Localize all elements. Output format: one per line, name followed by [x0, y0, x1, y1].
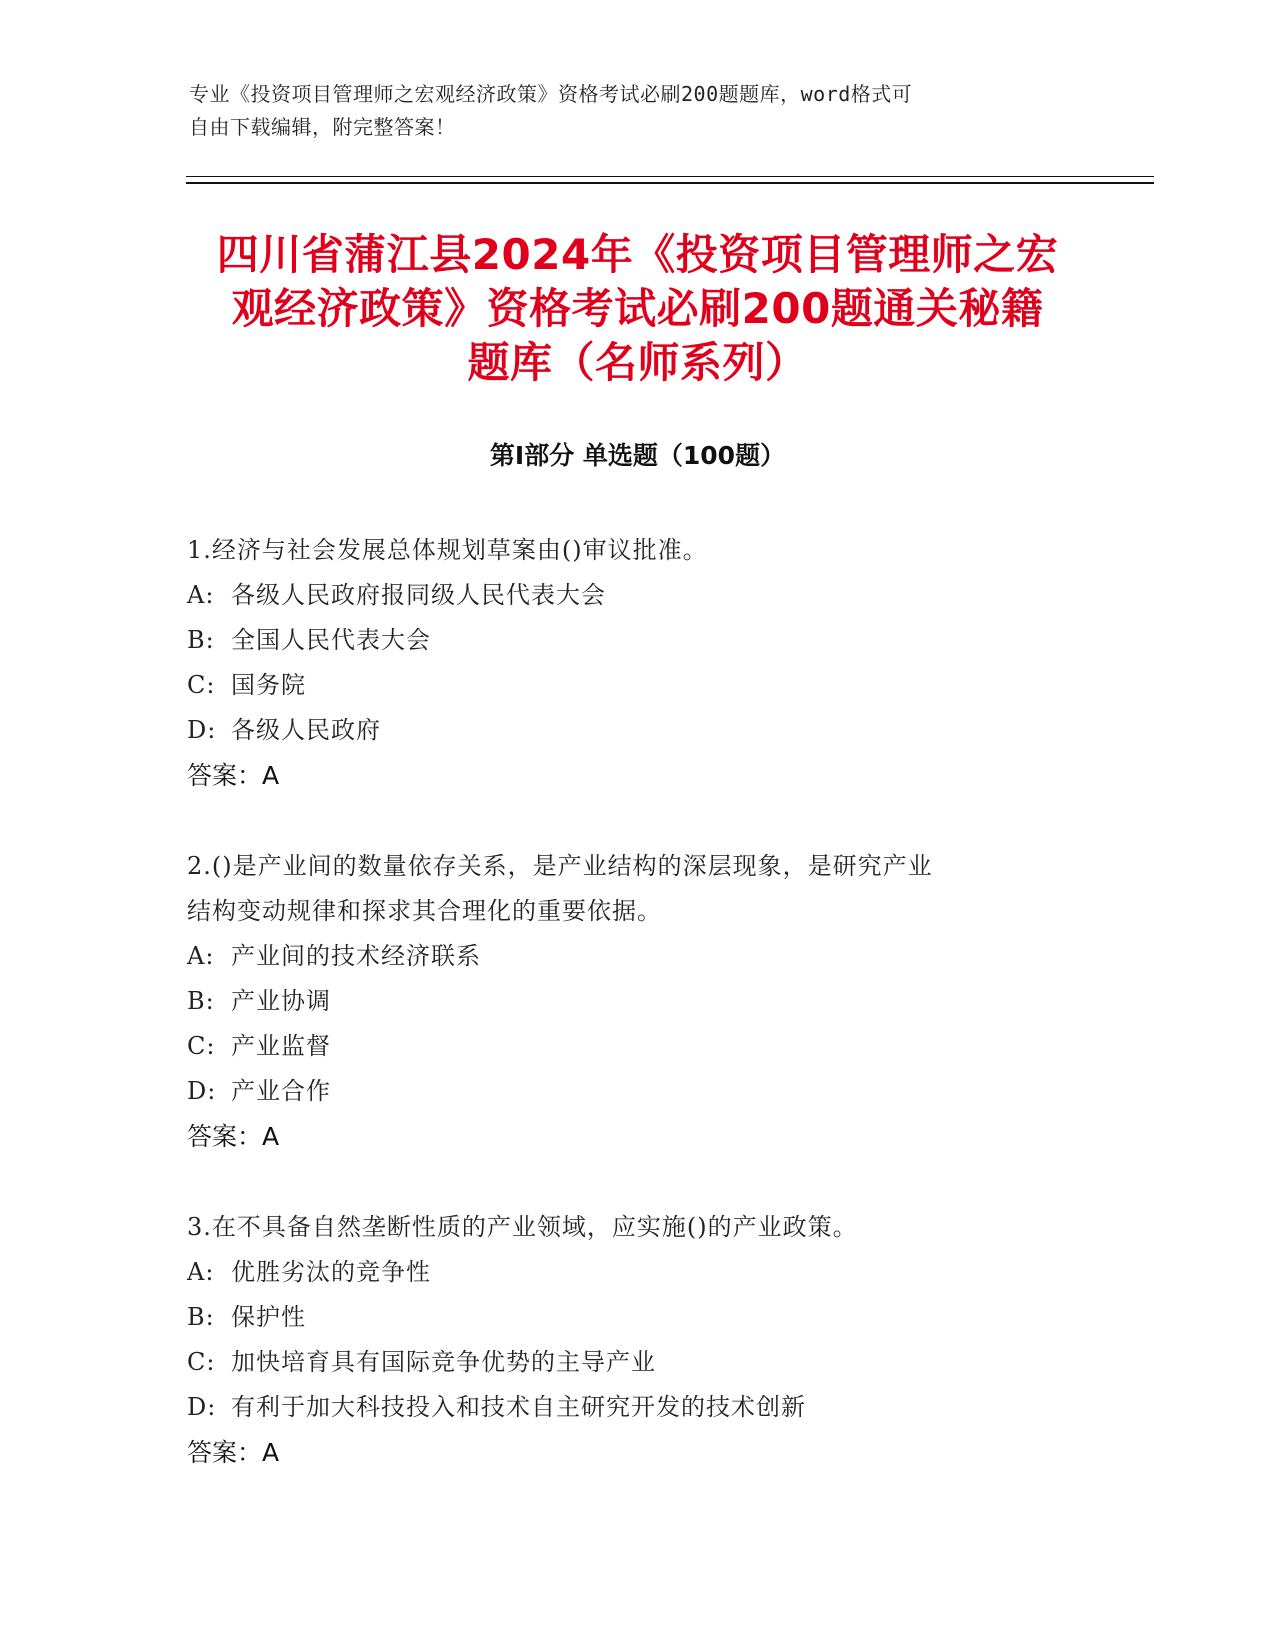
question-stem: 2.()是产业间的数量依存关系，是产业结构的深层现象，是研究产业 — [187, 852, 933, 880]
option-letter: D: — [187, 1077, 217, 1105]
document-title — [150, 228, 1125, 390]
option-text: 加快培育具有国际竞争优势的主导产业 — [231, 1348, 656, 1376]
option-letter: A: — [187, 942, 215, 970]
option-letter: B: — [187, 1303, 215, 1331]
question-stem: 结构变动规律和探求其合理化的重要依据。 — [187, 897, 662, 925]
document-title-line: 四川省蒲江县2024年《投资项目管理师之宏 — [216, 230, 1059, 279]
option-a — [187, 1250, 1087, 1295]
option-text: 产业间的技术经济联系 — [231, 942, 481, 970]
option-text: 产业协调 — [231, 987, 331, 1015]
option-text: 优胜劣汰的竞争性 — [231, 1258, 431, 1286]
answer-line: 答案：A — [187, 1438, 280, 1467]
option-text: 国务院 — [231, 671, 306, 699]
option-text: 有利于加大科技投入和技术自主研究开发的技术创新 — [231, 1393, 806, 1421]
option-letter: A: — [187, 1258, 215, 1286]
header-divider-thin — [186, 176, 1154, 177]
option-d — [187, 1385, 1087, 1430]
document-title-line: 题库（名师系列） — [467, 338, 808, 387]
header-divider-thick — [186, 182, 1154, 184]
option-c — [187, 1340, 1087, 1385]
option-b — [187, 979, 1087, 1024]
question-item — [187, 844, 1087, 1159]
option-letter: D: — [187, 716, 217, 744]
header-note-line: 专业《投资项目管理师之宏观经济政策》资格考试必刷200题题库，word格式可 — [189, 82, 913, 106]
option-letter: C: — [187, 1348, 216, 1376]
option-text: 全国人民代表大会 — [231, 626, 431, 654]
option-letter: C: — [187, 1032, 216, 1060]
document-title-line: 观经济政策》资格考试必刷200题通关秘籍 — [231, 284, 1044, 333]
option-a — [187, 934, 1087, 979]
answer-line: 答案：A — [187, 1122, 280, 1151]
option-text: 保护性 — [231, 1303, 306, 1331]
option-text: 产业合作 — [231, 1077, 331, 1105]
question-stem: 1.经济与社会发展总体规划草案由()审议批准。 — [187, 536, 708, 564]
option-b — [187, 1295, 1087, 1340]
option-letter: D: — [187, 1393, 217, 1421]
section-title: 第Ⅰ部分 单选题（100题） — [489, 441, 786, 470]
option-a — [187, 573, 1087, 618]
option-text: 各级人民政府 — [231, 716, 381, 744]
option-letter: B: — [187, 987, 215, 1015]
option-d — [187, 1069, 1087, 1114]
option-letter: C: — [187, 671, 216, 699]
option-letter: A: — [187, 581, 215, 609]
header-note — [189, 78, 1089, 144]
question-stem: 3.在不具备自然垄断性质的产业领域，应实施()的产业政策。 — [187, 1213, 858, 1241]
option-b — [187, 618, 1087, 663]
header-note-line: 自由下载编辑，附完整答案！ — [189, 115, 456, 139]
question-list — [187, 528, 1087, 1521]
option-c — [187, 663, 1087, 708]
option-letter: B: — [187, 626, 215, 654]
option-c — [187, 1024, 1087, 1069]
question-item — [187, 528, 1087, 798]
option-d — [187, 708, 1087, 753]
answer-line: 答案：A — [187, 761, 280, 790]
option-text: 各级人民政府报同级人民代表大会 — [231, 581, 606, 609]
option-text: 产业监督 — [231, 1032, 331, 1060]
question-item — [187, 1205, 1087, 1475]
